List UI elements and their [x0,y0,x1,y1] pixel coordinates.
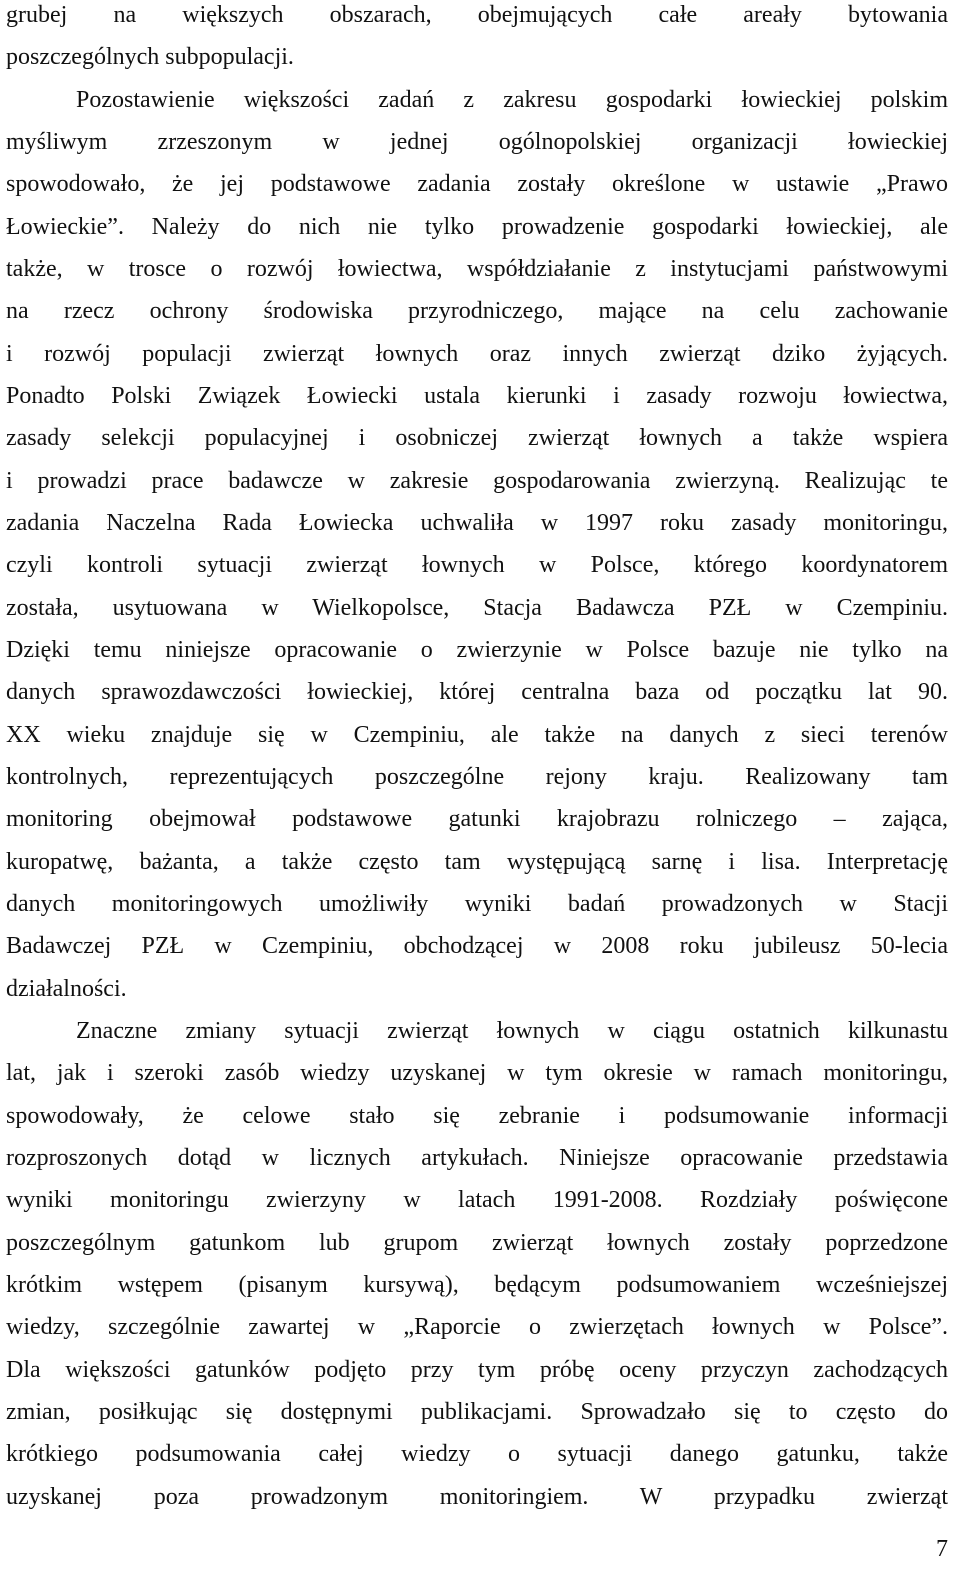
text-line: i prowadzi prace badawcze w zakresie gospodarowania zwierzyną. Realizując te [6,468,948,494]
text-line: krótkiego podsumowania całej wiedzy o sytuacji danego gatunku, także [6,1441,948,1467]
text-line: lat, jak i szeroki zasób wiedzy uzyskanej w tym okresie w ramach monitoringu, [6,1060,948,1086]
text-line: myśliwym zrzeszonym w jednej ogólnopolskiej organizacji łowieckiej [6,129,948,155]
text-line: uzyskanej poza prowadzonym monitoringiem. W przypadku zwierząt [6,1484,948,1510]
text-line: zmian, posiłkując się dostępnymi publikacjami. Sprowadzało się to często do [6,1399,948,1425]
page-number: 7 [936,1536,948,1562]
text-line: zasady selekcji populacyjnej i osobniczej zwierząt łownych a także wspiera [6,425,948,451]
paragraph-first-line: Pozostawienie większości zadań z zakresu gospodarki łowieckiej polskim [76,87,948,113]
text-line: kuropatwę, bażanta, a także często tam występującą sarnę i lisa. Interpretację [6,849,948,875]
text-line: kontrolnych, reprezentujących poszczególne rejony kraju. Realizowany tam [6,764,948,790]
text-line: poszczególnych subpopulacji. [6,44,294,70]
text-line: rozproszonych dotąd w licznych artykułach. Niniejsze opracowanie przedstawia [6,1145,948,1171]
text-line: czyli kontroli sytuacji zwierząt łownych w Polsce, którego koordynatorem [6,552,948,578]
text-line: XX wieku znajduje się w Czempiniu, ale także na danych z sieci terenów [6,722,948,748]
text-line: i rozwój populacji zwierząt łownych oraz innych zwierząt dziko żyjących. [6,341,948,367]
text-line: grubej na większych obszarach, obejmujących całe areały bytowania [6,2,948,28]
text-line: wiedzy, szczególnie zawartej w „Raporcie o zwierzętach łownych w Polsce”. [6,1314,948,1340]
text-line: krótkim wstępem (pisanym kursywą), będącym podsumowaniem wcześniejszej [6,1272,948,1298]
text-line: działalności. [6,976,127,1002]
text-line: Ponadto Polski Związek Łowiecki ustala kierunki i zasady rozwoju łowiectwa, [6,383,948,409]
text-line: spowodowało, że jej podstawowe zadania zostały określone w ustawie „Prawo [6,171,948,197]
text-line: Łowieckie”. Należy do nich nie tylko prowadzenie gospodarki łowieckiej, ale [6,214,948,240]
text-line: Dla większości gatunków podjęto przy tym próbę oceny przyczyn zachodzących [6,1357,948,1383]
text-line: poszczególnym gatunkom lub grupom zwierząt łownych zostały poprzedzone [6,1230,948,1256]
text-line: spowodowały, że celowe stało się zebranie i podsumowanie informacji [6,1103,948,1129]
text-line: monitoring obejmował podstawowe gatunki krajobrazu rolniczego – zająca, [6,806,948,832]
text-line: Dzięki temu niniejsze opracowanie o zwierzynie w Polsce bazuje nie tylko na [6,637,948,663]
text-line: wyniki monitoringu zwierzyny w latach 1991-2008. Rozdziały poświęcone [6,1187,948,1213]
text-line: także, w trosce o rozwój łowiectwa, współdziałanie z instytucjami państwowymi [6,256,948,282]
text-line: na rzecz ochrony środowiska przyrodniczego, mające na celu zachowanie [6,298,948,324]
paragraph-first-line: Znaczne zmiany sytuacji zwierząt łownych w ciągu ostatnich kilkunastu [76,1018,948,1044]
text-line: danych monitoringowych umożliwiły wyniki badań prowadzonych w Stacji [6,891,948,917]
text-line: została, usytuowana w Wielkopolsce, Stacja Badawcza PZŁ w Czempiniu. [6,595,948,621]
text-line: zadania Naczelna Rada Łowiecka uchwaliła w 1997 roku zasady monitoringu, [6,510,948,536]
text-line: danych sprawozdawczości łowieckiej, której centralna baza od początku lat 90. [6,679,948,705]
text-line: Badawczej PZŁ w Czempiniu, obchodzącej w 2008 roku jubileusz 50-lecia [6,933,948,959]
